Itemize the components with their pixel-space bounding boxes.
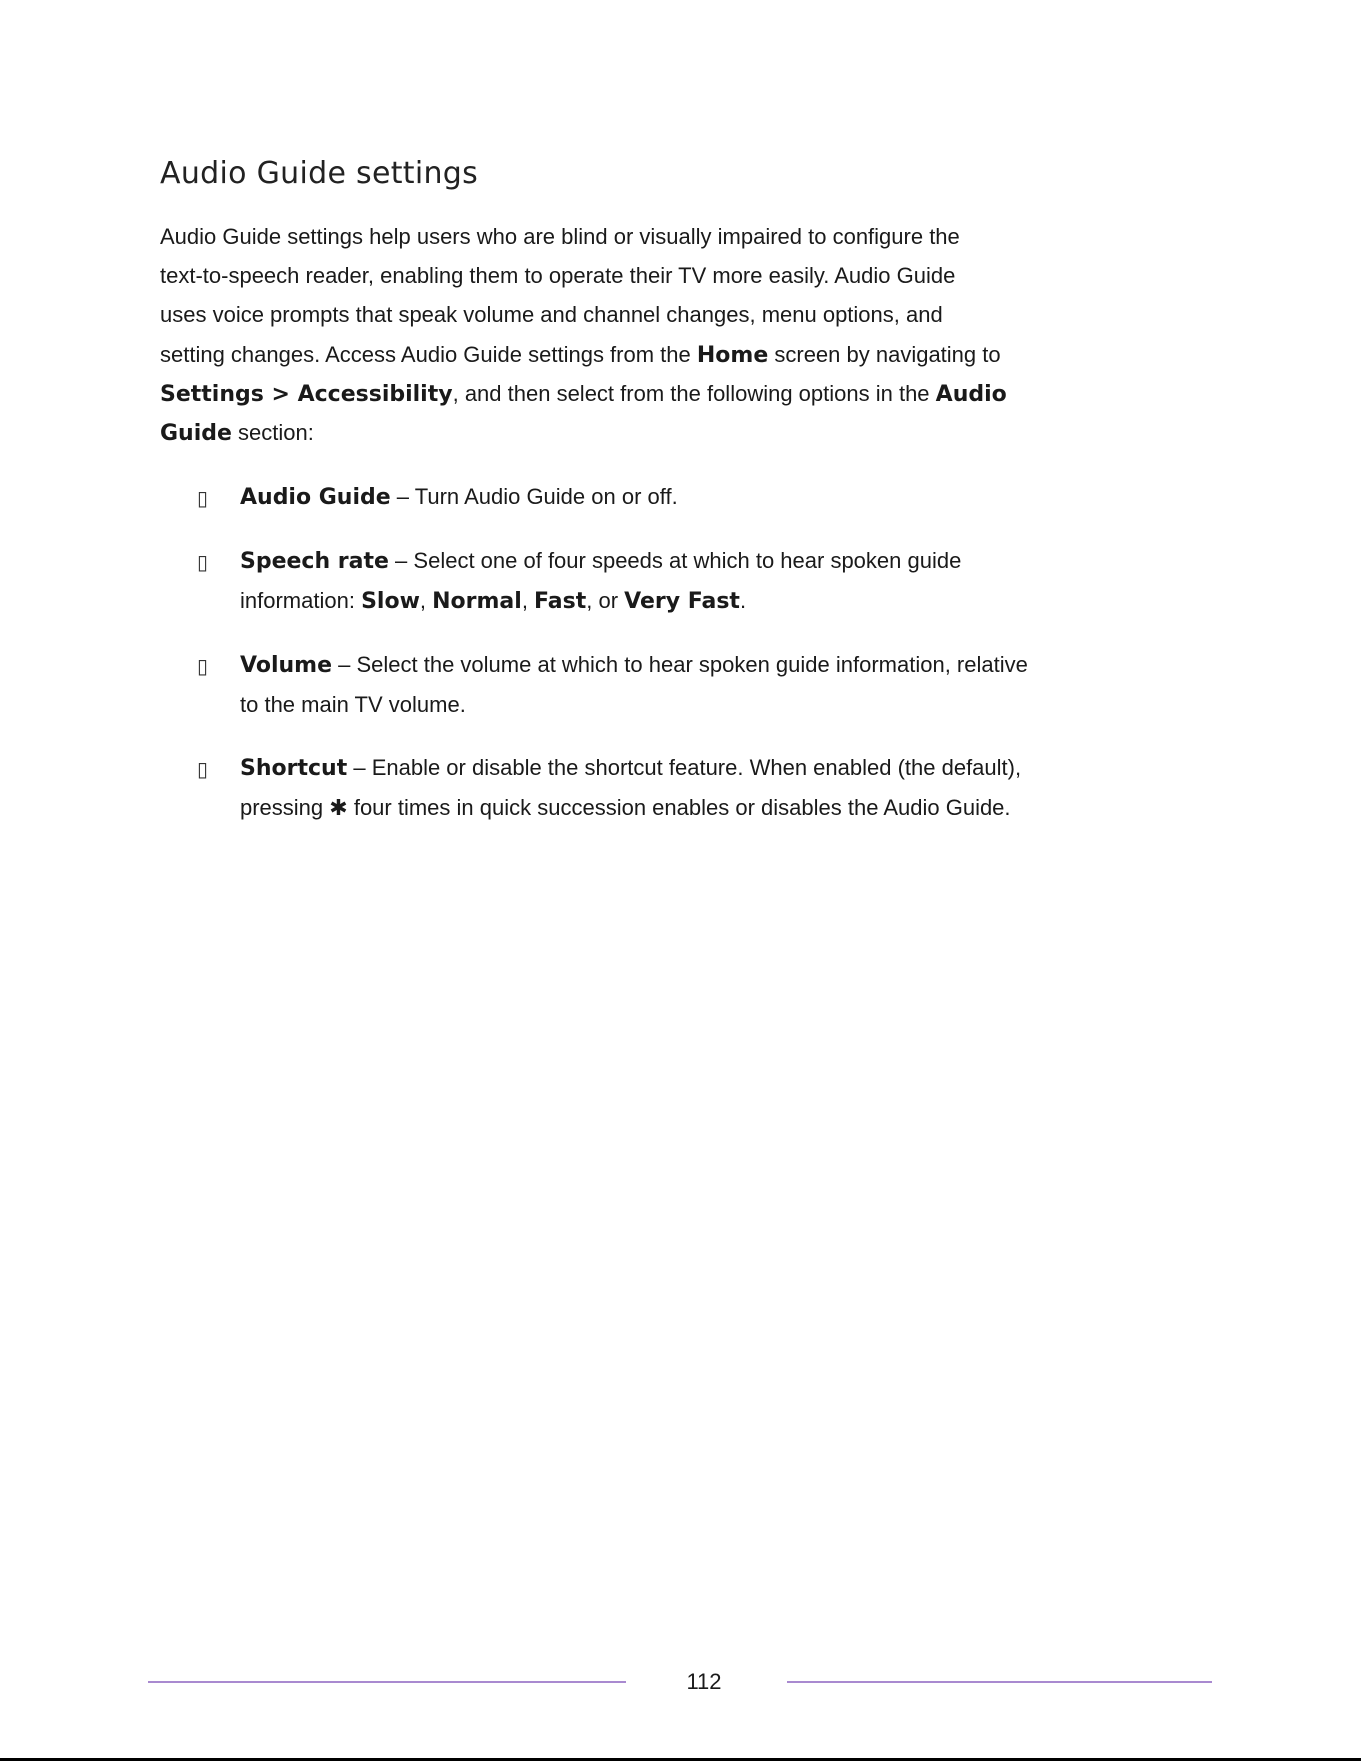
item-line	[240, 482, 678, 513]
separator: ,	[521, 588, 535, 613]
bullet-icon: ▯	[197, 654, 209, 678]
separator: .	[739, 588, 747, 613]
item-dash: –	[347, 755, 372, 780]
audio-term: Audio	[935, 382, 1007, 407]
item-line: to the main TV volume.	[240, 692, 466, 717]
separator: , or	[586, 588, 625, 613]
item-dash: –	[388, 548, 414, 573]
item-dash: –	[390, 484, 415, 509]
speed-option: Fast	[534, 589, 587, 614]
settings-path: Settings > Accessibility	[160, 382, 453, 407]
footer-rule-left	[148, 1681, 626, 1683]
speed-option: Slow	[361, 589, 420, 614]
item-term: Audio Guide	[240, 485, 391, 510]
guide-term: Guide	[160, 421, 232, 446]
bullet-icon: ▯	[197, 550, 209, 574]
item-description: Enable or disable the shortcut feature. When enabled (the default),	[371, 755, 1022, 780]
page-number: 112	[686, 1669, 722, 1694]
item-description: Turn Audio Guide on or off.	[414, 484, 678, 509]
home-screen-term: Home	[696, 343, 769, 368]
bullet-icon: ▯	[197, 486, 209, 510]
intro-line: uses voice prompts that speak volume and channel changes, menu options, and	[160, 302, 943, 327]
item-line	[240, 793, 1011, 824]
intro-line	[160, 340, 1001, 371]
item-dash: –	[332, 652, 357, 677]
intro-line: text-to-speech reader, enabling them to operate their TV more easily. Audio Guide	[160, 263, 956, 288]
item-term: Shortcut	[240, 756, 348, 781]
intro-text: , and then select from the following options in the	[452, 381, 936, 406]
speed-option: Normal	[432, 589, 522, 614]
intro-text: screen by navigating to	[768, 342, 1001, 367]
intro-text: section:	[231, 420, 314, 445]
intro-line: Audio Guide settings help users who are blind or visually impaired to configure the	[160, 224, 960, 249]
item-description: pressing	[240, 795, 330, 820]
item-line	[240, 546, 961, 577]
item-line	[240, 586, 746, 617]
item-description: Select one of four speeds at which to hear spoken guide	[413, 548, 962, 573]
item-description: information:	[240, 588, 362, 613]
item-line	[240, 753, 1021, 784]
bullet-icon: ▯	[197, 757, 209, 781]
star-key-icon: ✱	[329, 796, 348, 821]
item-description: four times in quick succession enables or disables the Audio Guide.	[347, 795, 1011, 820]
intro-line	[160, 418, 314, 449]
item-term: Volume	[240, 653, 332, 678]
separator: ,	[419, 588, 433, 613]
item-description: Select the volume at which to hear spoken guide information, relative	[356, 652, 1028, 677]
intro-line	[160, 379, 1007, 410]
intro-text: setting changes. Access Audio Guide settings from the	[160, 342, 697, 367]
speed-option: Very Fast	[624, 589, 740, 614]
item-term: Speech rate	[240, 549, 389, 574]
footer-rule-right	[787, 1681, 1212, 1683]
item-line	[240, 650, 1028, 681]
page-title: Audio Guide settings	[160, 156, 479, 191]
